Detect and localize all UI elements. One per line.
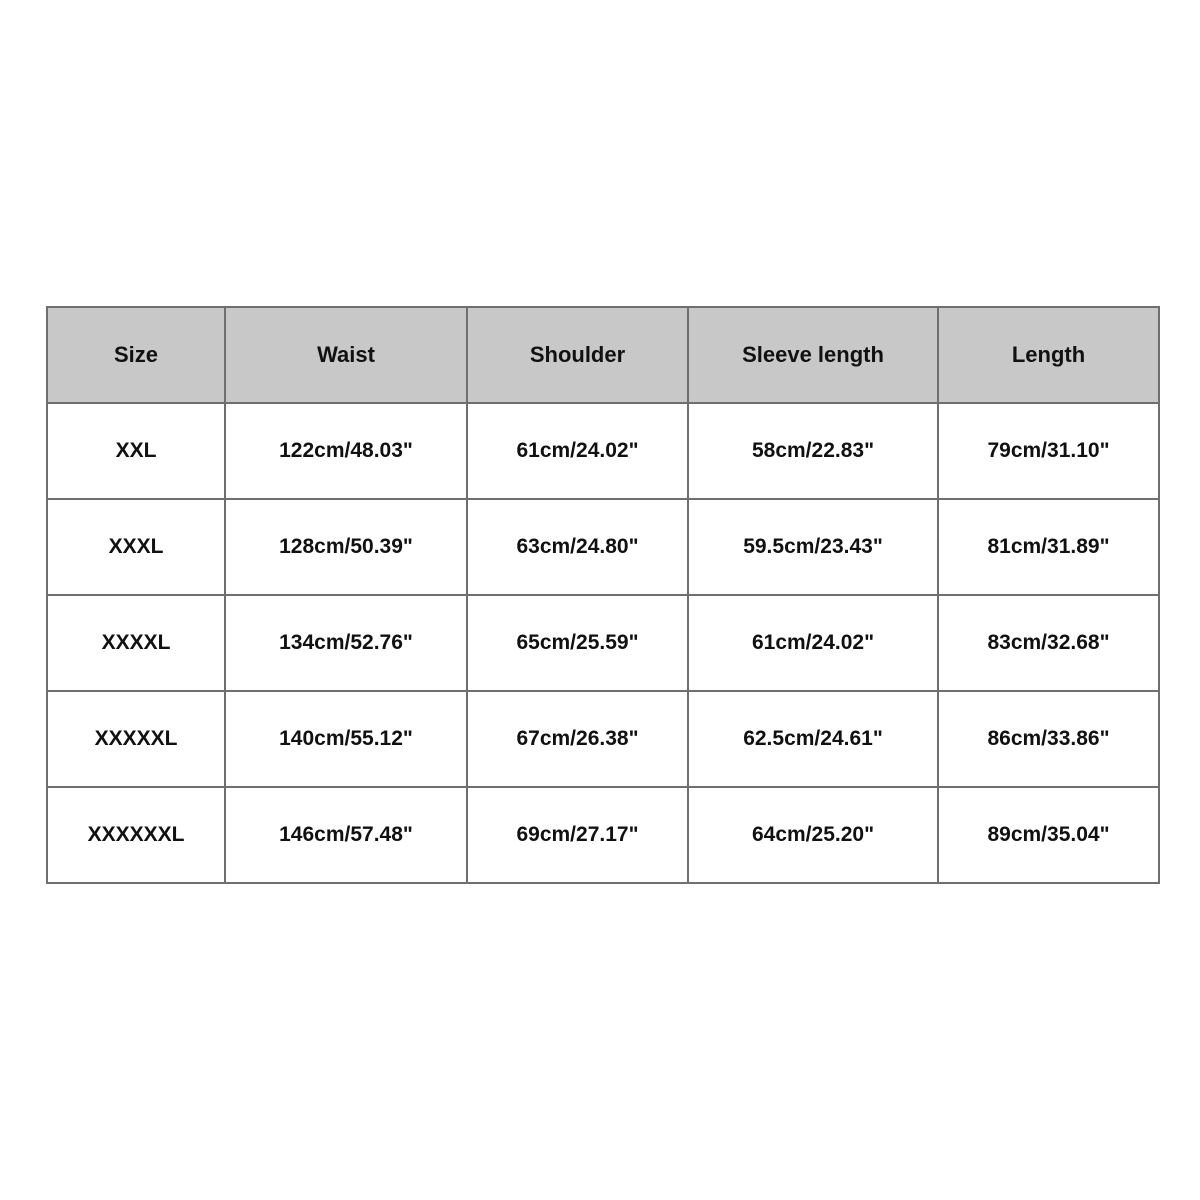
cell-length: 89cm/35.04" [938,787,1159,883]
cell-shoulder: 61cm/24.02" [467,403,688,499]
cell-sleeve-length: 61cm/24.02" [688,595,938,691]
cell-shoulder: 65cm/25.59" [467,595,688,691]
header-row [47,307,1159,403]
cell-sleeve-length: 59.5cm/23.43" [688,499,938,595]
cell-sleeve-length: 62.5cm/24.61" [688,691,938,787]
header-shoulder: Shoulder [467,307,688,403]
cell-waist: 128cm/50.39" [225,499,467,595]
cell-size: XXXXL [47,595,225,691]
header-length: Length [938,307,1159,403]
cell-size: XXXXXL [47,691,225,787]
cell-shoulder: 69cm/27.17" [467,787,688,883]
table-row [47,691,1159,787]
cell-sleeve-length: 64cm/25.20" [688,787,938,883]
cell-waist: 146cm/57.48" [225,787,467,883]
header-size: Size [47,307,225,403]
table-row [47,787,1159,883]
table-row [47,595,1159,691]
cell-length: 79cm/31.10" [938,403,1159,499]
cell-size: XXXXXXL [47,787,225,883]
cell-length: 86cm/33.86" [938,691,1159,787]
cell-waist: 140cm/55.12" [225,691,467,787]
cell-shoulder: 63cm/24.80" [467,499,688,595]
cell-sleeve-length: 58cm/22.83" [688,403,938,499]
size-chart-table [46,306,1160,884]
cell-waist: 122cm/48.03" [225,403,467,499]
table-row [47,403,1159,499]
cell-length: 81cm/31.89" [938,499,1159,595]
cell-length: 83cm/32.68" [938,595,1159,691]
header-waist: Waist [225,307,467,403]
header-sleeve-length: Sleeve length [688,307,938,403]
table-row [47,499,1159,595]
cell-size: XXXL [47,499,225,595]
cell-waist: 134cm/52.76" [225,595,467,691]
cell-size: XXL [47,403,225,499]
cell-shoulder: 67cm/26.38" [467,691,688,787]
